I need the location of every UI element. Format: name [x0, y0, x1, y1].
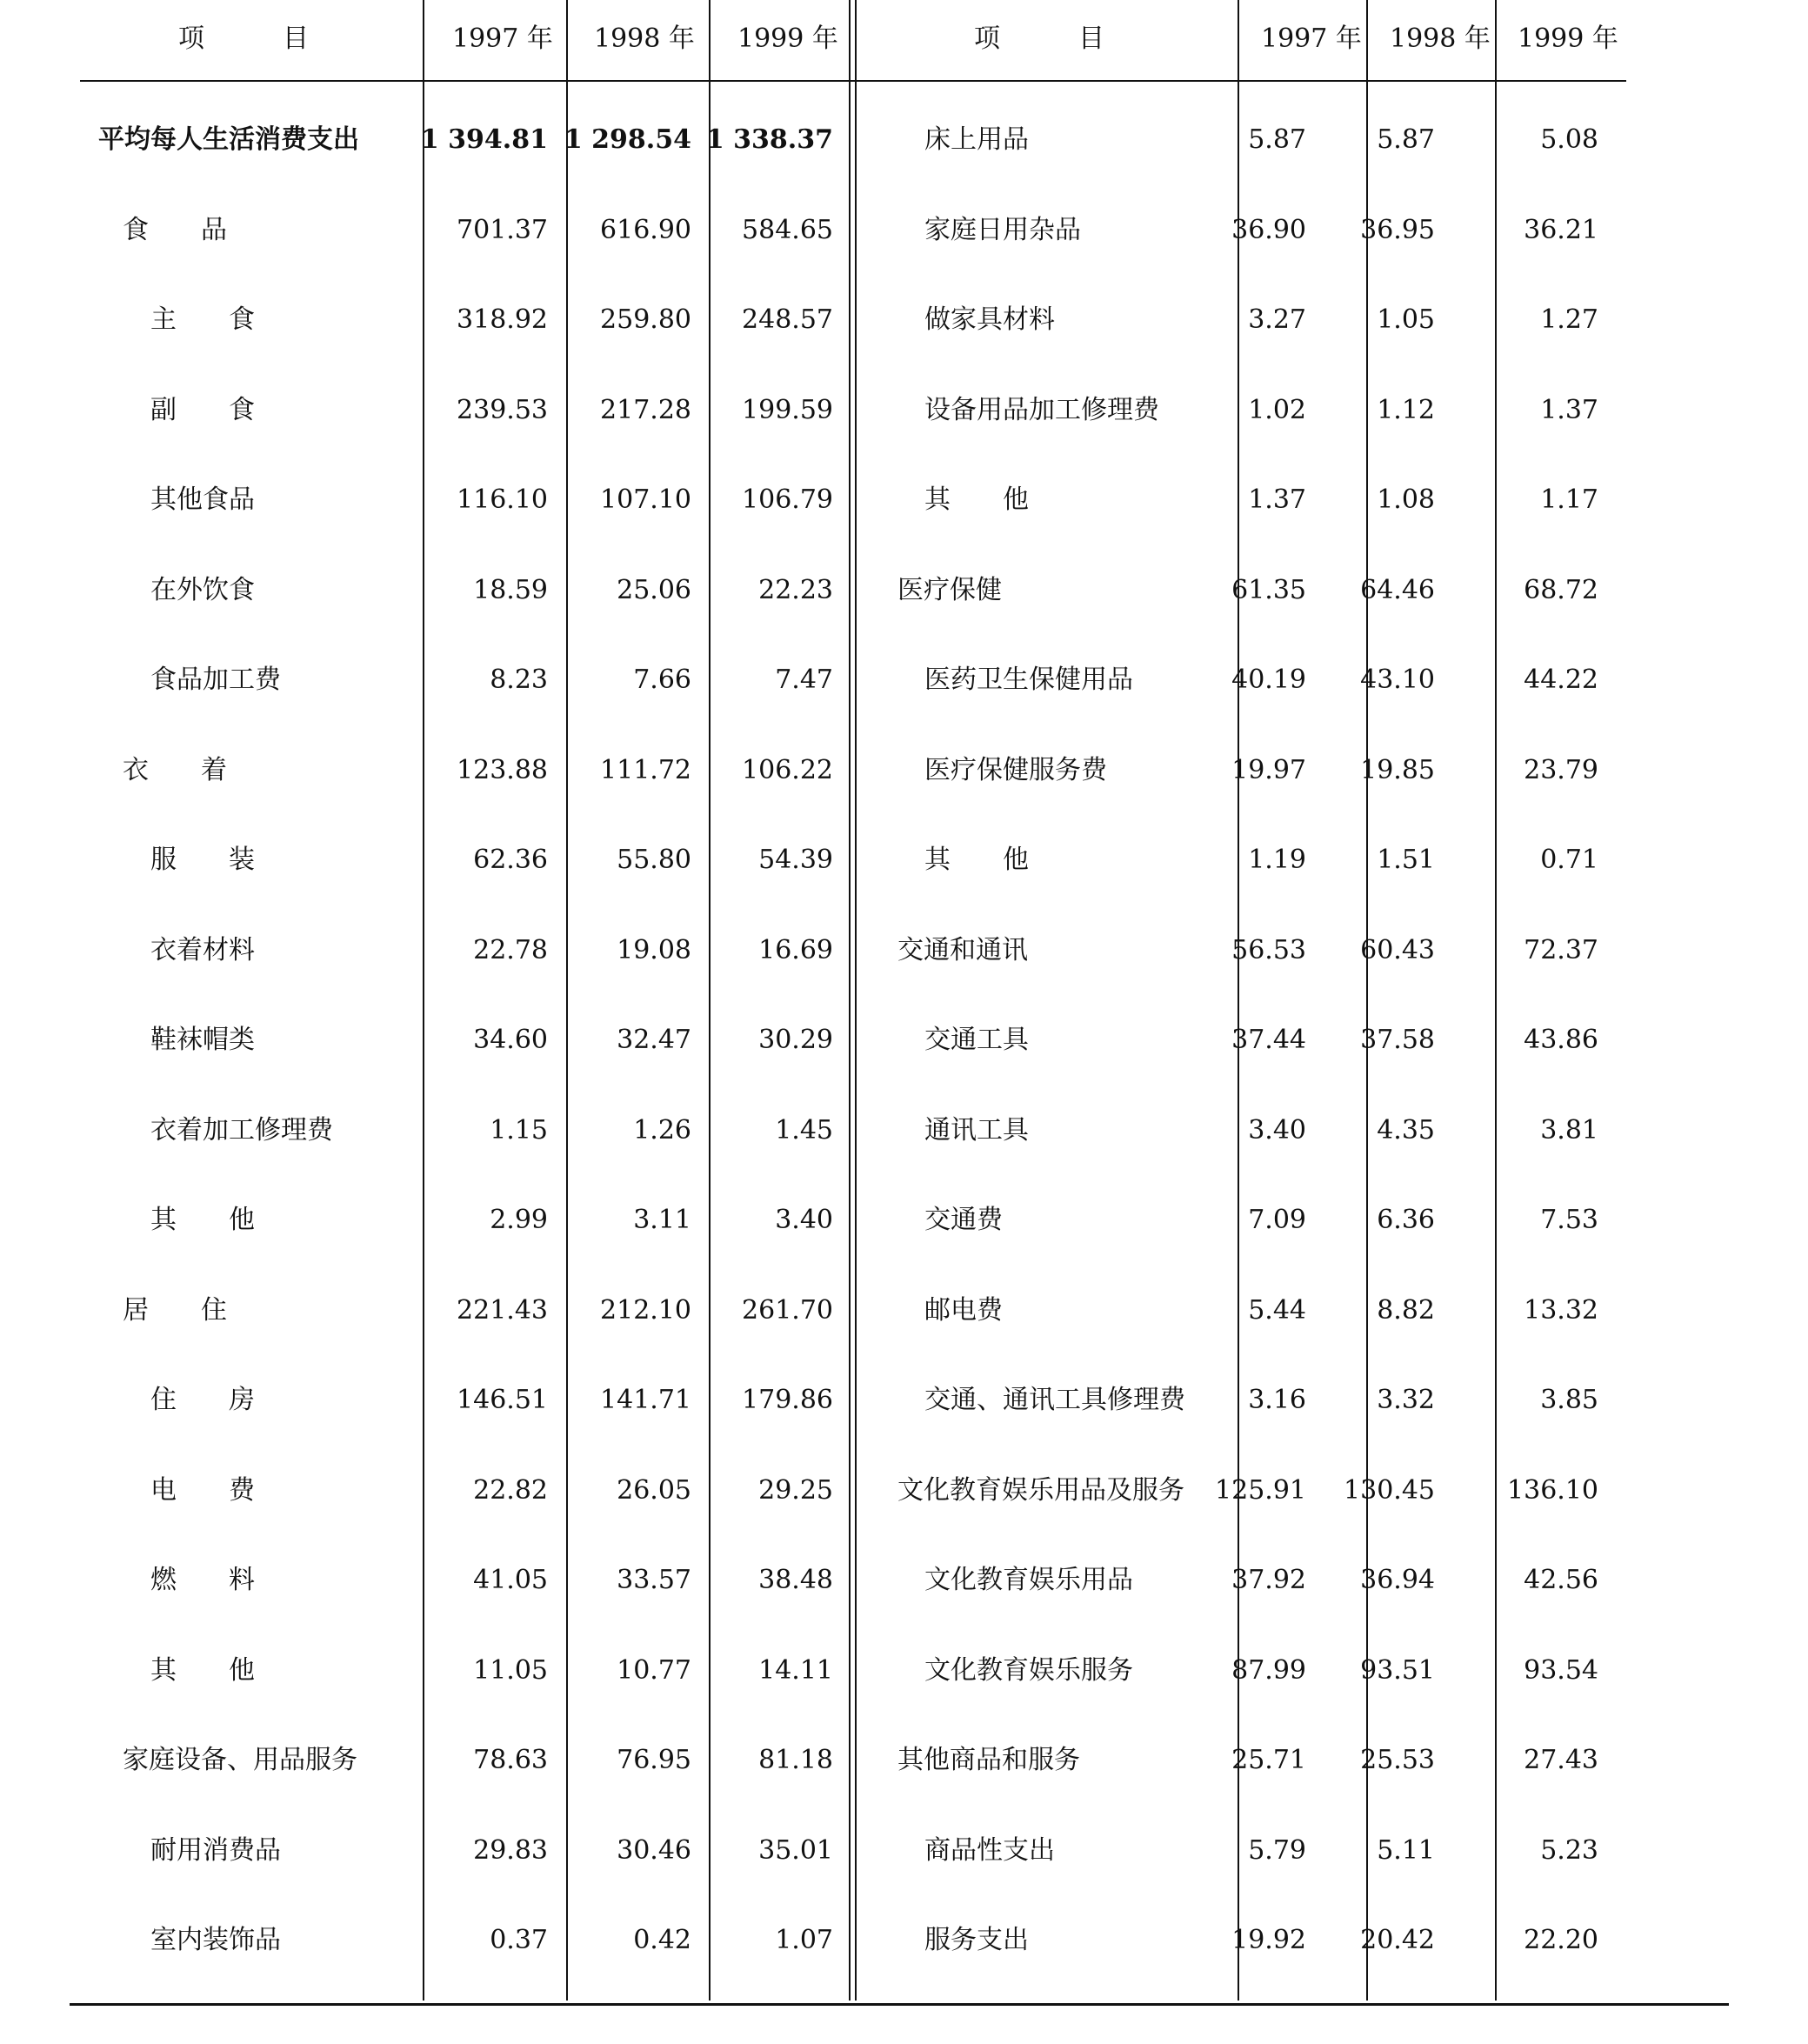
right-row-value: 1.27 [1540, 304, 1598, 335]
column-divider [1238, 0, 1239, 2001]
right-row-value: 13.32 [1524, 1295, 1598, 1326]
left-row-value: 30.46 [617, 1835, 691, 1866]
left-row-value: 29.25 [758, 1475, 833, 1506]
right-row-value: 1.08 [1377, 484, 1435, 515]
left-row-value: 116.10 [457, 484, 548, 515]
left-row-label: 耐用消费品 [150, 1835, 281, 1866]
right-row-label: 做家具材料 [924, 304, 1055, 335]
left-row-value: 141.71 [600, 1385, 691, 1415]
right-row-label: 交通、通讯工具修理费 [924, 1385, 1185, 1415]
left-row-value: 0.42 [633, 1925, 691, 1955]
right-row-label: 其他商品和服务 [897, 1745, 1080, 1775]
right-row-value: 5.44 [1248, 1295, 1306, 1326]
right-row-value: 0.71 [1540, 845, 1598, 875]
right-row-label: 医疗保健 [897, 575, 1002, 605]
right-row-value: 4.35 [1377, 1115, 1435, 1146]
left-row-value: 261.70 [742, 1295, 833, 1326]
right-row-value: 6.36 [1377, 1205, 1435, 1235]
left-row-value: 18.59 [473, 575, 548, 605]
right-row-label: 设备用品加工修理费 [924, 395, 1159, 425]
right-row-label: 医药卫生保健用品 [924, 665, 1133, 695]
left-row-value: 41.05 [473, 1565, 548, 1595]
right-row-value: 36.94 [1360, 1565, 1435, 1595]
panel-divider [855, 0, 857, 2001]
right-row-value: 3.40 [1248, 1115, 1306, 1146]
right-row-label: 邮电费 [924, 1295, 1003, 1326]
right-row-value: 19.97 [1231, 755, 1306, 785]
left-row-label: 平均每人生活消费支出 [98, 124, 359, 155]
left-row-value: 212.10 [600, 1295, 691, 1326]
left-row-label: 家庭设备、用品服务 [123, 1745, 357, 1775]
right-row-value: 68.72 [1524, 575, 1598, 605]
panel-divider [849, 0, 851, 2001]
left-row-value: 1.15 [490, 1115, 548, 1146]
column-divider [423, 0, 424, 2001]
right-row-value: 20.42 [1360, 1925, 1435, 1955]
bottom-rule [70, 2003, 1729, 2006]
right-row-label: 商品性支出 [924, 1835, 1055, 1866]
left-row-label: 在外饮食 [150, 575, 255, 605]
left-row-value: 106.79 [742, 484, 833, 515]
right-row-label: 文化教育娱乐服务 [924, 1655, 1133, 1686]
header-right-year-1999: 1999 年 [1518, 23, 1618, 54]
left-row-value: 7.47 [775, 665, 833, 695]
right-row-value: 43.10 [1360, 665, 1435, 695]
left-row-label: 食品加工费 [150, 665, 281, 695]
left-row-label: 主 食 [150, 304, 255, 335]
right-row-label: 其 他 [924, 845, 1029, 875]
left-row-value: 1 394.81 [420, 124, 548, 155]
left-row-value: 701.37 [457, 215, 548, 245]
right-row-value: 1.51 [1377, 845, 1435, 875]
left-row-value: 616.90 [600, 215, 691, 245]
right-row-value: 3.16 [1248, 1385, 1306, 1415]
right-row-value: 72.37 [1524, 935, 1598, 965]
left-row-label: 衣着加工修理费 [150, 1115, 333, 1146]
right-row-value: 37.44 [1231, 1025, 1306, 1055]
left-row-value: 22.78 [473, 935, 548, 965]
right-row-value: 44.22 [1524, 665, 1598, 695]
left-row-value: 111.72 [600, 755, 691, 785]
right-row-value: 87.99 [1231, 1655, 1306, 1686]
left-row-value: 33.57 [617, 1565, 691, 1595]
left-row-label: 衣着材料 [150, 935, 255, 965]
right-row-value: 130.45 [1344, 1475, 1435, 1506]
column-divider [1495, 0, 1497, 2001]
header-left-item: 项 目 [178, 23, 309, 54]
left-row-value: 107.10 [600, 484, 691, 515]
right-row-value: 19.92 [1231, 1925, 1306, 1955]
left-row-label: 室内装饰品 [150, 1925, 281, 1955]
left-row-value: 26.05 [617, 1475, 691, 1506]
left-row-value: 179.86 [742, 1385, 833, 1415]
header-rule [80, 80, 1626, 82]
right-row-value: 1.17 [1540, 484, 1598, 515]
left-row-value: 25.06 [617, 575, 691, 605]
left-row-value: 584.65 [742, 215, 833, 245]
left-row-value: 0.37 [490, 1925, 548, 1955]
left-row-label: 鞋袜帽类 [150, 1025, 255, 1055]
right-row-value: 3.27 [1248, 304, 1306, 335]
right-row-label: 医疗保健服务费 [924, 755, 1107, 785]
left-row-label: 电 费 [150, 1475, 255, 1506]
right-row-value: 43.86 [1524, 1025, 1598, 1055]
right-row-value: 37.58 [1360, 1025, 1435, 1055]
left-row-value: 30.29 [758, 1025, 833, 1055]
left-row-label: 副 食 [150, 395, 255, 425]
left-row-value: 318.92 [457, 304, 548, 335]
left-row-value: 123.88 [457, 755, 548, 785]
right-row-label: 通讯工具 [924, 1115, 1029, 1146]
left-row-value: 8.23 [490, 665, 548, 695]
right-row-value: 125.91 [1215, 1475, 1306, 1506]
left-row-label: 居 住 [123, 1295, 227, 1326]
right-row-value: 5.11 [1377, 1835, 1435, 1866]
right-row-value: 1.02 [1248, 395, 1306, 425]
left-row-value: 32.47 [617, 1025, 691, 1055]
right-row-label: 其 他 [924, 484, 1029, 515]
left-row-value: 19.08 [617, 935, 691, 965]
right-row-value: 8.82 [1377, 1295, 1435, 1326]
left-row-value: 55.80 [617, 845, 691, 875]
right-row-value: 61.35 [1231, 575, 1306, 605]
right-row-value: 1.37 [1540, 395, 1598, 425]
right-row-label: 交通和通讯 [897, 935, 1028, 965]
right-row-value: 23.79 [1524, 755, 1598, 785]
left-row-value: 14.11 [758, 1655, 833, 1686]
left-row-value: 11.05 [473, 1655, 548, 1686]
right-row-value: 1.19 [1248, 845, 1306, 875]
left-row-label: 服 装 [150, 845, 255, 875]
right-row-value: 37.92 [1231, 1565, 1306, 1595]
left-row-value: 22.23 [758, 575, 833, 605]
left-row-value: 146.51 [457, 1385, 548, 1415]
left-row-value: 34.60 [473, 1025, 548, 1055]
right-row-label: 交通工具 [924, 1025, 1029, 1055]
right-row-value: 36.95 [1360, 215, 1435, 245]
right-row-value: 60.43 [1360, 935, 1435, 965]
left-row-value: 3.11 [633, 1205, 691, 1235]
left-row-value: 1.07 [775, 1925, 833, 1955]
right-row-value: 27.43 [1524, 1745, 1598, 1775]
right-row-label: 家庭日用杂品 [924, 215, 1081, 245]
right-row-value: 22.20 [1524, 1925, 1598, 1955]
right-row-value: 93.54 [1524, 1655, 1598, 1686]
column-divider [1366, 0, 1368, 2001]
header-right-year-1998: 1998 年 [1390, 23, 1491, 54]
right-row-value: 19.85 [1360, 755, 1435, 785]
right-row-value: 25.71 [1231, 1745, 1306, 1775]
left-row-value: 10.77 [617, 1655, 691, 1686]
header-left-year-1999: 1999 年 [737, 23, 838, 54]
left-row-value: 16.69 [758, 935, 833, 965]
left-row-value: 106.22 [742, 755, 833, 785]
right-row-value: 5.08 [1540, 124, 1598, 155]
left-row-label: 其 他 [150, 1655, 255, 1686]
left-row-value: 1.45 [775, 1115, 833, 1146]
header-left-year-1998: 1998 年 [594, 23, 695, 54]
right-row-value: 56.53 [1231, 935, 1306, 965]
right-row-value: 136.10 [1507, 1475, 1598, 1506]
right-row-value: 3.85 [1540, 1385, 1598, 1415]
right-row-value: 1.12 [1377, 395, 1435, 425]
left-row-label: 其 他 [150, 1205, 255, 1235]
right-row-label: 服务支出 [924, 1925, 1029, 1955]
left-row-value: 78.63 [473, 1745, 548, 1775]
right-row-value: 64.46 [1360, 575, 1435, 605]
right-row-value: 40.19 [1231, 665, 1306, 695]
right-row-value: 1.05 [1377, 304, 1435, 335]
left-row-label: 住 房 [150, 1385, 255, 1415]
right-row-value: 3.32 [1377, 1385, 1435, 1415]
left-row-value: 76.95 [617, 1745, 691, 1775]
left-row-value: 259.80 [600, 304, 691, 335]
right-row-value: 42.56 [1524, 1565, 1598, 1595]
left-row-value: 217.28 [600, 395, 691, 425]
left-row-value: 248.57 [742, 304, 833, 335]
left-row-value: 1 338.37 [705, 124, 833, 155]
right-row-label: 文化教育娱乐用品 [924, 1565, 1133, 1595]
right-row-value: 5.79 [1248, 1835, 1306, 1866]
left-row-value: 38.48 [758, 1565, 833, 1595]
left-row-value: 7.66 [633, 665, 691, 695]
left-row-value: 239.53 [457, 395, 548, 425]
right-row-value: 5.87 [1248, 124, 1306, 155]
left-row-value: 35.01 [758, 1835, 833, 1866]
right-row-value: 1.37 [1248, 484, 1306, 515]
left-row-value: 1 298.54 [564, 124, 691, 155]
left-row-value: 81.18 [758, 1745, 833, 1775]
left-row-value: 2.99 [490, 1205, 548, 1235]
right-row-value: 7.53 [1540, 1205, 1598, 1235]
right-row-label: 床上用品 [924, 124, 1029, 155]
header-right-year-1997: 1997 年 [1261, 23, 1362, 54]
left-row-value: 22.82 [473, 1475, 548, 1506]
right-row-value: 25.53 [1360, 1745, 1435, 1775]
right-row-value: 5.23 [1540, 1835, 1598, 1866]
left-row-value: 62.36 [473, 845, 548, 875]
right-row-value: 7.09 [1248, 1205, 1306, 1235]
right-row-value: 3.81 [1540, 1115, 1598, 1146]
left-row-label: 食 品 [123, 215, 227, 245]
left-row-label: 其他食品 [150, 484, 255, 515]
left-row-value: 199.59 [742, 395, 833, 425]
left-row-value: 221.43 [457, 1295, 548, 1326]
right-row-value: 36.21 [1524, 215, 1598, 245]
header-right-item: 项 目 [974, 23, 1104, 54]
left-row-value: 3.40 [775, 1205, 833, 1235]
header-left-year-1997: 1997 年 [452, 23, 553, 54]
left-row-value: 29.83 [473, 1835, 548, 1866]
right-row-value: 36.90 [1231, 215, 1306, 245]
right-row-label: 文化教育娱乐用品及服务 [897, 1475, 1184, 1506]
left-row-value: 1.26 [633, 1115, 691, 1146]
right-row-label: 交通费 [924, 1205, 1003, 1235]
left-row-label: 燃 料 [150, 1565, 255, 1595]
column-divider [709, 0, 711, 2001]
right-row-value: 93.51 [1360, 1655, 1435, 1686]
column-divider [566, 0, 568, 2001]
right-row-value: 5.87 [1377, 124, 1435, 155]
left-row-value: 54.39 [758, 845, 833, 875]
left-row-label: 衣 着 [123, 755, 227, 785]
